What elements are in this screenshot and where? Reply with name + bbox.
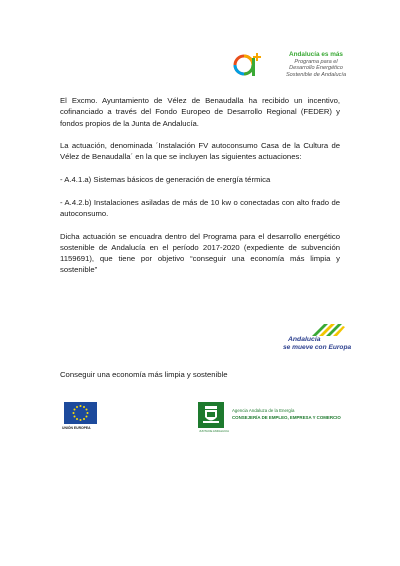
junta-consejeria: CONSEJERÍA DE EMPLEO, EMPRESA Y COMERCIO bbox=[232, 415, 341, 420]
list-item-2: - A.4.2.b) Instalaciones asiladas de más de 10 kw o conectadas con alto frado de autoconsumo. bbox=[60, 197, 340, 218]
paragraph-3: Dicha actuación se encuadra dentro del Programa para el desarrollo energético sostenible de Andalucía en el período 2017-2020 (expediente de subvención 1159691), que tiene por objetivo “conseguir una economía más limpia y sostenible” bbox=[60, 231, 340, 275]
junta-shield-icon bbox=[198, 402, 224, 428]
logo-title: Andalucía es más bbox=[289, 51, 343, 58]
andalucia-es-mas-logo bbox=[232, 50, 362, 80]
a-plus-icon bbox=[232, 50, 266, 80]
body-text bbox=[60, 95, 340, 287]
brand-line-1: Andalucía bbox=[288, 336, 321, 343]
logo-line-3: Desarrollo Energético bbox=[289, 65, 343, 72]
footer-text: Conseguir una economía más limpia y sostenible bbox=[60, 370, 228, 379]
logo-line-4: Sostenible de Andalucía bbox=[285, 71, 347, 78]
paragraph-1: El Excmo. Ayuntamiento de Vélez de Benaudalla ha recibido un incentivo, cofinanciado a través del Fondo Europeo de Desarrollo Regional (FEDER) y fondos propios de la Junta de Andalucía. bbox=[60, 96, 340, 128]
junta-andalucia-logo bbox=[198, 402, 341, 433]
brand-line-2: se mueve con Europa bbox=[283, 344, 352, 351]
eu-stars-icon bbox=[64, 402, 97, 424]
junta-shield-label: JUNTA DE ANDALUCIA bbox=[199, 429, 229, 433]
eu-logo bbox=[62, 402, 98, 432]
logo-line-2: Programa para el bbox=[294, 58, 338, 65]
eu-label: UNIÓN EUROPEA bbox=[62, 426, 91, 430]
paragraph-2: La actuación, denominada ´Instalación FV autoconsumo Casa de la Cultura de Vélez de Benaudalla´ en la que se incluyen las siguientes actuaciones: bbox=[60, 141, 340, 162]
andalucia-europa-logo bbox=[282, 322, 352, 352]
eu-flag bbox=[64, 402, 97, 424]
list-item-1: - A.4.1.a) Sistemas básicos de generación de energía térmica bbox=[60, 175, 271, 185]
junta-agency: Agencia Andaluza de la Energía bbox=[232, 408, 295, 413]
